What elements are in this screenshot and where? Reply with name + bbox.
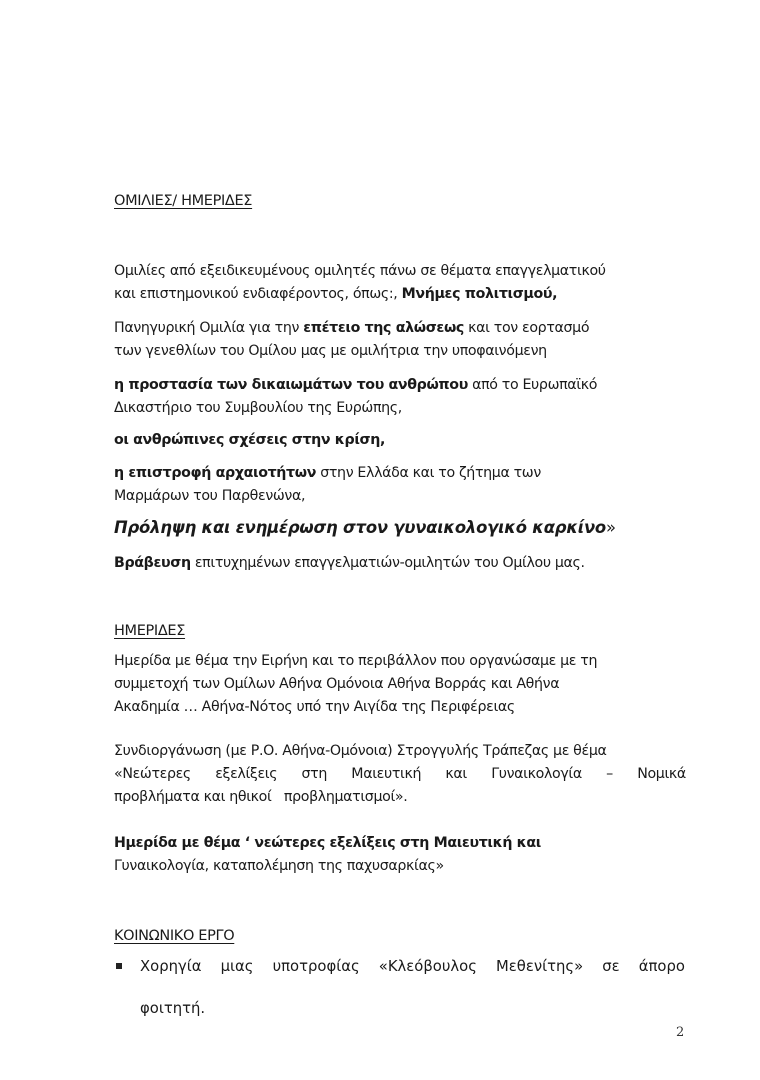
item-line-1 — [114, 462, 674, 485]
page-number: 2 — [676, 1025, 685, 1040]
item-line-2: των γενεθλίων του Ομίλου μας με ομιλήτρια την υποφαινόμενη — [114, 343, 547, 359]
bullet-line-1 — [140, 946, 685, 988]
para-line-1: Συνδιοργάνωση (με Ρ.Ο. Αθήνα-Ομόνοια) Στρογγυλής Τράπεζας με θέμα — [114, 743, 607, 759]
omilies-item-prevention — [114, 516, 674, 539]
item-bold-text: η προστασία των δικαιωμάτων του ανθρώπου — [114, 377, 468, 393]
omilies-intro — [114, 260, 674, 306]
item-bold-text: Ημερίδα με θέμα ‘ νεώτερες εξελίξεις στη Μαιευτική και — [114, 835, 541, 851]
word: στη — [301, 766, 327, 782]
item-text: επιτυχημένων επαγγελματιών-ομιλητών του Ομίλου μας. — [190, 555, 585, 571]
item-line-2: Δικαστήριο του Συμβουλίου της Ευρώπης, — [114, 400, 402, 416]
word: «Κλεόβουλος — [378, 958, 477, 975]
word: Νομικά — [637, 766, 686, 782]
bullet-square-icon — [116, 963, 122, 969]
omilies-item-awards — [114, 552, 674, 575]
word: υποτροφίας — [272, 958, 360, 975]
section-heading-koinoniko: ΚΟΙΝΩΝΙΚΟ ΕΡΓΟ — [114, 928, 235, 944]
word: «Νεώτερες — [114, 766, 191, 782]
omilies-item-antiquities — [114, 462, 674, 508]
word: Μαιευτική — [351, 766, 422, 782]
para-line-1 — [114, 832, 674, 855]
item-text: και τον εορτασμό — [463, 320, 590, 336]
omilies-item-relations — [114, 429, 674, 452]
item-line-2: Μαρμάρων του Παρθενώνα, — [114, 488, 306, 504]
word: και — [445, 766, 467, 782]
item-bold-text: Βράβευση — [114, 555, 191, 571]
word: μιας — [220, 958, 254, 975]
para-line-3: Ακαδημία … Αθήνα-Νότος υπό την Αιγίδα της Περιφέρειας — [114, 699, 515, 715]
para-line-2: Γυναικολογία, καταπολέμηση της παχυσαρκίας» — [114, 858, 444, 874]
imerides-paragraph-roundtable — [114, 740, 686, 809]
omilies-item-anniversary — [114, 317, 674, 363]
omilies-item-human-rights — [114, 374, 674, 420]
item-text: από το Ευρωπαϊκό — [467, 377, 598, 393]
word: άπορο — [638, 958, 685, 975]
intro-bold-text: Μνήμες πολιτισμού, — [401, 286, 558, 302]
item-text: στην Ελλάδα και το ζήτημα των — [316, 465, 541, 481]
item-bold-text: η επιστροφή αρχαιοτήτων — [114, 465, 317, 481]
para-line-2: συμμετοχή των Ομίλων Αθήνα Ομόνοια Αθήνα Βορράς και Αθήνα — [114, 676, 560, 692]
item-text: Πανηγυρική Ομιλία για την — [114, 320, 304, 336]
word: εξελίξεις — [215, 766, 278, 782]
imerides-paragraph-obesity — [114, 832, 674, 878]
item-bold-text: επέτειο της αλώσεως — [303, 320, 464, 336]
intro-line-2 — [114, 283, 674, 306]
section-heading-omilies: ΟΜΙΛΙΕΣ/ ΗΜΕΡΙΔΕΣ — [114, 193, 253, 209]
item-line-1 — [114, 317, 674, 340]
intro-line-1: Ομιλίες από εξειδικευμένους ομιλητές πάνω σε θέματα επαγγελματικού — [114, 263, 606, 279]
bullet-line-2: φοιτητή. — [140, 1000, 206, 1017]
imerides-paragraph-peace — [114, 650, 674, 719]
word: Γυναικολογία — [491, 766, 582, 782]
intro-text: και επιστημονικού ενδιαφέροντος, όπως:, — [114, 286, 402, 302]
closing-quote: » — [606, 518, 616, 537]
word: Μεθενίτης» — [496, 958, 584, 975]
para-line-2 — [114, 763, 686, 786]
item-bold-text: οι ανθρώπινες σχέσεις στην κρίση, — [114, 432, 386, 448]
word: – — [606, 766, 613, 782]
word: σε — [602, 958, 620, 975]
item-line-1 — [114, 374, 674, 397]
para-line-1: Ημερίδα με θέμα την Ειρήνη και το περιβάλλον που οργανώσαμε με τη — [114, 653, 598, 669]
koinoniko-bullet-1 — [140, 946, 685, 1030]
section-heading-imerides: ΗΜΕΡΙΔΕΣ — [114, 623, 186, 639]
item-bolditalic-text: Πρόληψη και ενημέρωση στον γυναικολογικό καρκίνο — [114, 518, 606, 537]
word: Χορηγία — [140, 958, 202, 975]
para-line-3: προβλήματα και ηθικοί προβληματισμοί». — [114, 789, 408, 805]
